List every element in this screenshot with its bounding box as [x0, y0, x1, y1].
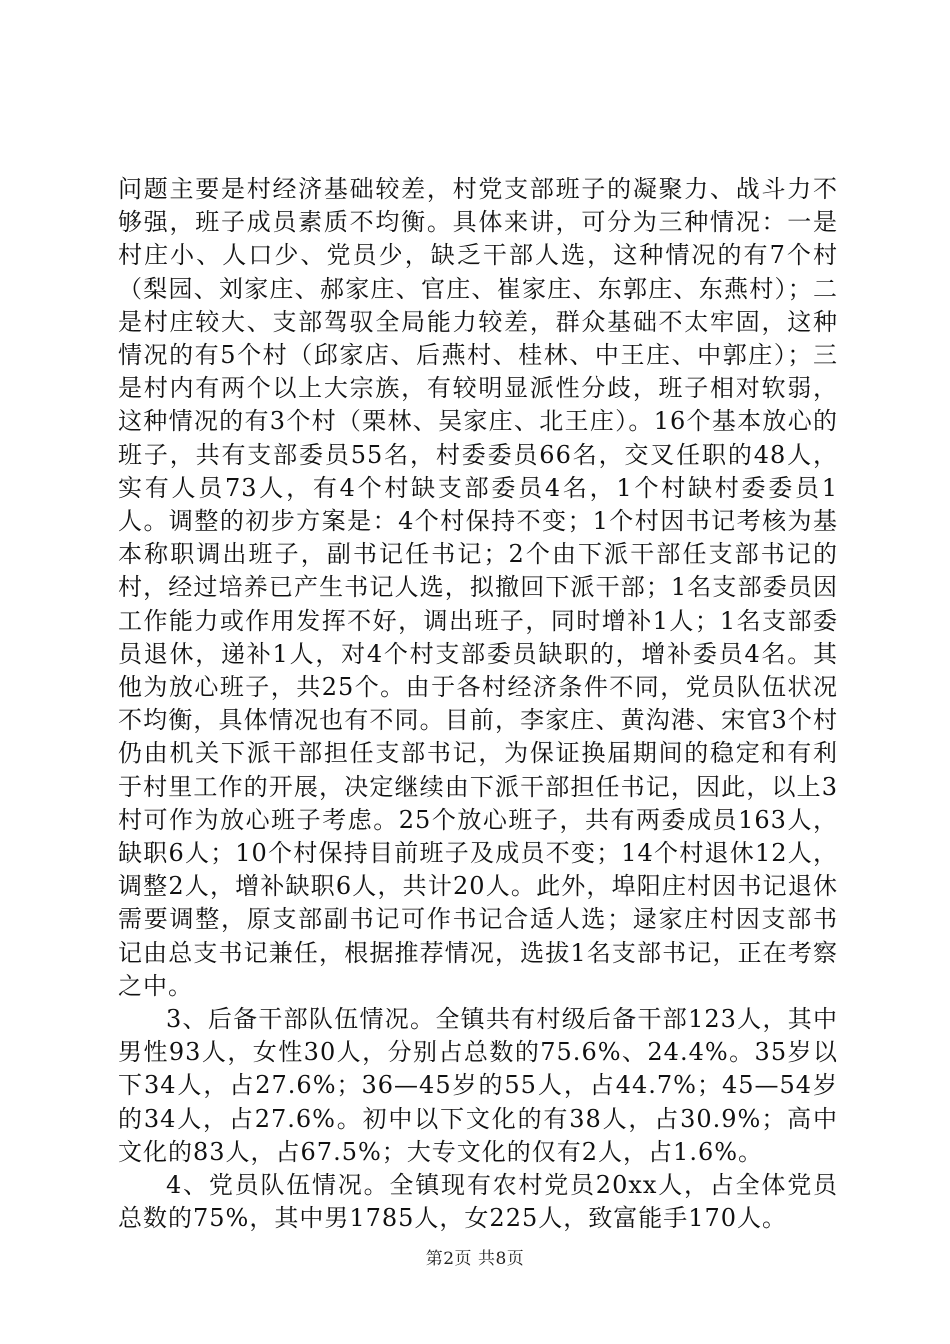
- paragraph-village-committees: 问题主要是村经济基础较差，村党支部班子的凝聚力、战斗力不够强，班子成员素质不均衡。具体来讲，可分为三种情况：一是村庄小、人口少、党员少，缺乏干部人选，这种情况的有7个村（梨园、刘家庄、郝家庄、官庄、崔家庄、东郭庄、东燕村）；二是村庄较大、支部驾驭全局能力较差，群众基础不太牢固，这种情况的有5个村（邱家店、后燕村、桂林、中王庄、中郭庄）；三是村内有两个以上大宗族，有较明显派性分歧，班子相对软弱，这种情况的有3个村（栗林、吴家庄、北王庄）。16个基本放心的班子，共有支部委员55名，村委委员66名，交叉任职的48人，实有人员73人，有4个村缺支部委员4名，1个村缺村委委员1人。调整的初步方案是：4个村保持不变；1个村因书记考核为基本称职调出班子，副书记任书记；2个由下派干部任支部书记的村，经过培养已产生书记人选，拟撤回下派干部；1名支部委员因工作能力或作用发挥不好，调出班子，同时增补1人；1名支部委员退休，递补1人，对4个村支部委员缺职的，增补委员4名。其他为放心班子，共25个。由于各村经济条件不同，党员队伍状况不均衡，具体情况也有不同。目前，李家庄、黄沟港、宋官3个村仍由机关下派干部担任支部书记，为保证换届期间的稳定和有利于村里工作的开展，决定继续由下派干部担任书记，因此，以上3村可作为放心班子考虑。25个放心班子，共有两委成员163人，缺职6人；10个村保持目前班子及成员不变；14个村退休12人，调整2人，增补缺职6人，共计20人。此外，埠阳庄村因书记退休需要调整，原支部副书记可作书记合适人选；逯家庄村因支部书记由总支书记兼任，根据推荐情况，选拔1名支部书记，正在考察之中。: [118, 175, 838, 1000]
- body-text: [118, 173, 838, 1236]
- page-footer: 第2页 共8页: [425, 1249, 525, 1269]
- paragraph-party-members: 4、党员队伍情况。全镇现有农村党员20xx人，占全体党员总数的75%，其中男1785人，女225人，致富能手170人。: [118, 1171, 838, 1233]
- paragraph-reserve-cadres: 3、后备干部队伍情况。全镇共有村级后备干部123人，其中男性93人，女性30人，分别占总数的75.6%、24.4%。35岁以下34人，占27.6%；36—45岁的55人，占44.7%；45—54岁的34人，占27.6%。初中以下文化的有38人，占30.9%；高中文化的83人，占67.5%；大专文化的仅有2人，占1.6%。: [118, 1005, 838, 1166]
